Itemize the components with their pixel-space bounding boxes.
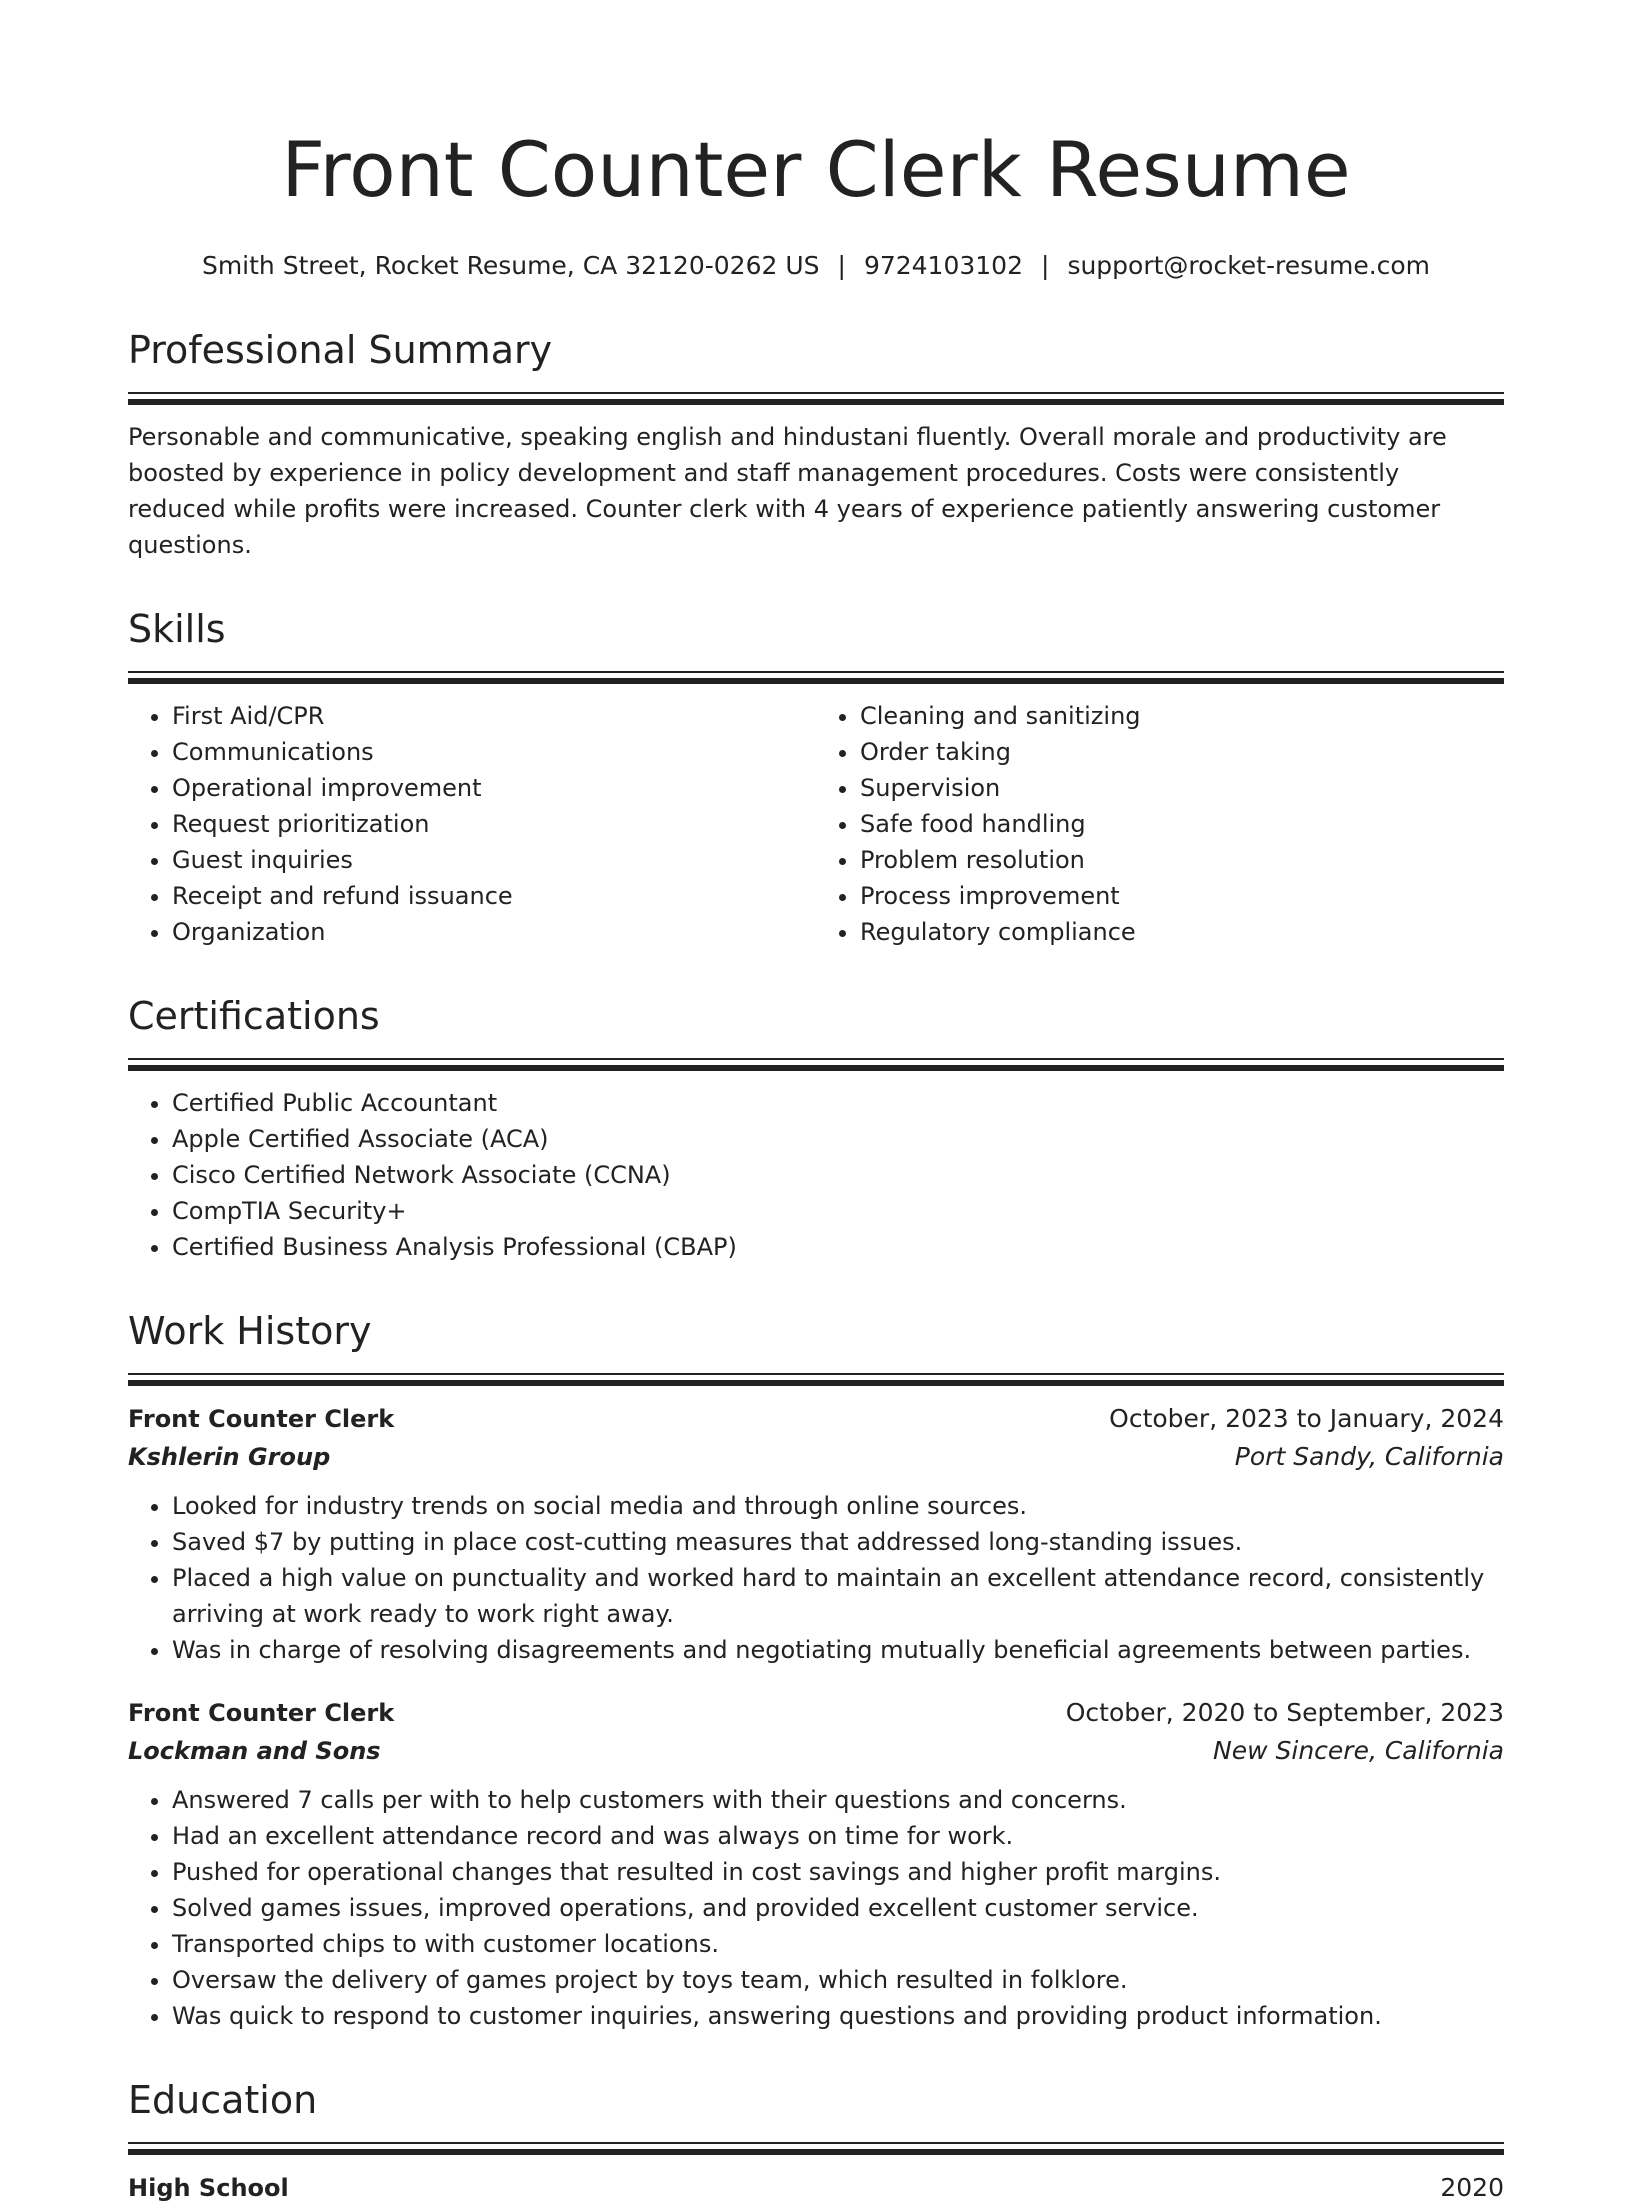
separator: | [1041, 251, 1050, 280]
skills-list-right [816, 698, 1504, 950]
job-header [128, 1400, 1504, 1438]
skill-item: • Regulatory compliance [860, 914, 1504, 950]
job-entry [128, 1694, 1504, 2034]
education-section [128, 2074, 1504, 2207]
job-location: New Sincere, California [1213, 1736, 1504, 1765]
certifications-list [128, 1085, 1504, 1265]
section-heading-education: Education [128, 2078, 318, 2122]
job-title: Front Counter Clerk [128, 1405, 395, 1433]
job-location: Port Sandy, California [1234, 1442, 1504, 1471]
job-bullet: • Solved games issues, improved operations, and provided excellent customer service. [172, 1890, 1504, 1926]
job-subheader [128, 1438, 1504, 1476]
certification-item: • Certified Business Analysis Professional (CBAP) [172, 1229, 1504, 1265]
job-bullets [128, 1488, 1504, 1668]
skill-item: • Supervision [860, 770, 1504, 806]
contact-line [128, 248, 1504, 284]
job-bullet: • Was quick to respond to customer inquiries, answering questions and providing product information. [172, 1998, 1504, 2034]
education-degree: High School [128, 2174, 289, 2202]
skill-item: • Order taking [860, 734, 1504, 770]
education-entry [128, 2169, 1504, 2207]
job-bullet: • Saved $7 by putting in place cost-cutting measures that addressed long-standing issues. [172, 1524, 1504, 1560]
certification-item: • CompTIA Security+ [172, 1193, 1504, 1229]
job-title: Front Counter Clerk [128, 1699, 395, 1727]
skill-item: • First Aid/CPR [172, 698, 816, 734]
skills-list-left [128, 698, 816, 950]
section-heading-summary: Professional Summary [128, 328, 553, 372]
phone[interactable]: 9724103102 [863, 251, 1023, 280]
certifications-section [128, 990, 1504, 1265]
certification-item: • Certified Public Accountant [172, 1085, 1504, 1121]
email-link[interactable]: support@rocket-resume.com [1067, 251, 1431, 280]
job-company: Kshlerin Group [128, 1443, 331, 1471]
job-bullet: • Oversaw the delivery of games project by toys team, which resulted in folklore. [172, 1962, 1504, 1998]
section-divider [128, 671, 1504, 684]
skill-item: • Cleaning and sanitizing [860, 698, 1504, 734]
skill-item: • Problem resolution [860, 842, 1504, 878]
job-bullet: • Transported chips to with customer locations. [172, 1926, 1504, 1962]
section-heading-skills: Skills [128, 607, 226, 651]
section-heading-work-history: Work History [128, 1309, 372, 1353]
resume-title: Front Counter Clerk Resume [281, 125, 1351, 214]
section-divider [128, 392, 1504, 405]
section-divider [128, 1058, 1504, 1071]
job-dates: October, 2023 to January, 2024 [1109, 1404, 1504, 1433]
skills-section [128, 603, 1504, 950]
skill-item: • Process improvement [860, 878, 1504, 914]
job-bullet: • Placed a high value on punctuality and worked hard to maintain an excellent attendance record, consistently arriving at work ready to work right away. [172, 1560, 1504, 1632]
job-entry [128, 1400, 1504, 1668]
skill-item: • Guest inquiries [172, 842, 816, 878]
skill-item: • Safe food handling [860, 806, 1504, 842]
job-bullet: • Was in charge of resolving disagreements and negotiating mutually beneficial agreements between parties. [172, 1632, 1504, 1668]
job-subheader [128, 1732, 1504, 1770]
summary-text: Personable and communicative, speaking english and hindustani fluently. Overall morale and productivity are boosted by experience in policy development and staff management procedures. Costs were consistently reduced while profits were increased. Counter clerk with 4 years of experience patiently answering customer questions. [128, 423, 1447, 559]
section-divider [128, 1373, 1504, 1386]
certification-item: • Cisco Certified Network Associate (CCNA) [172, 1157, 1504, 1193]
job-bullet: • Pushed for operational changes that resulted in cost savings and higher profit margins. [172, 1854, 1504, 1890]
section-divider [128, 2142, 1504, 2155]
job-bullets [128, 1782, 1504, 2034]
summary-section [128, 324, 1504, 563]
skill-item: • Organization [172, 914, 816, 950]
skills-grid [128, 698, 1504, 950]
work-history-section [128, 1305, 1504, 2034]
skill-item: • Request prioritization [172, 806, 816, 842]
job-header [128, 1694, 1504, 1732]
job-bullet: • Answered 7 calls per with to help customers with their questions and concerns. [172, 1782, 1504, 1818]
job-bullet: • Looked for industry trends on social media and through online sources. [172, 1488, 1504, 1524]
skill-item: • Receipt and refund issuance [172, 878, 816, 914]
job-company: Lockman and Sons [128, 1737, 381, 1765]
address: Smith Street, Rocket Resume, CA 32120-0262 US [201, 251, 820, 280]
section-heading-certifications: Certifications [128, 994, 380, 1038]
skill-item: • Operational improvement [172, 770, 816, 806]
education-year: 2020 [1440, 2173, 1504, 2202]
skill-item: • Communications [172, 734, 816, 770]
job-dates: October, 2020 to September, 2023 [1065, 1698, 1504, 1727]
job-bullet: • Had an excellent attendance record and was always on time for work. [172, 1818, 1504, 1854]
separator: | [837, 251, 846, 280]
certification-item: • Apple Certified Associate (ACA) [172, 1121, 1504, 1157]
